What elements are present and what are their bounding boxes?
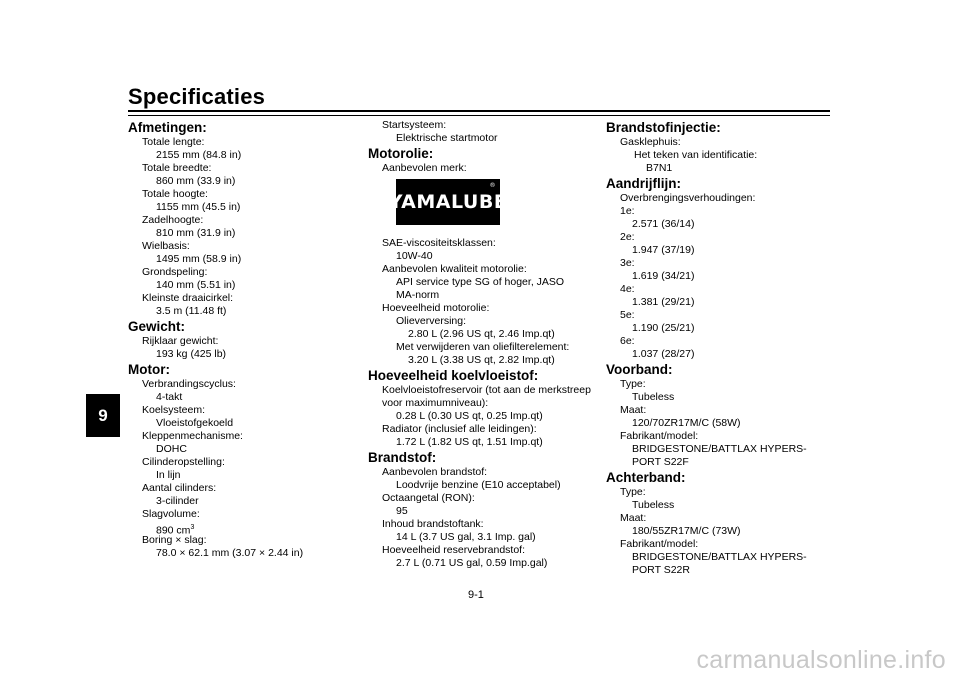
section-heading: Aandrijflijn: <box>606 176 681 191</box>
spec-value: 1495 mm (58.9 in) <box>156 253 242 265</box>
spec-value: BRIDGESTONE/BATTLAX HYPERS- <box>632 551 807 563</box>
spec-label: Maat: <box>620 512 647 524</box>
logo-container <box>368 175 593 237</box>
spec-value: 1.037 (28/27) <box>632 348 695 360</box>
section-heading: Brandstofinjectie: <box>606 120 721 135</box>
spec-label: Maat: <box>620 404 647 416</box>
spec-label: 3e: <box>620 257 635 269</box>
spec-label: Fabrikant/model: <box>620 430 699 442</box>
spec-value: PORT S22R <box>632 564 690 576</box>
spec-label: Grondspeling: <box>142 266 208 278</box>
spec-sublabel: Met verwijderen van oliefilterelement: <box>396 341 570 353</box>
spec-value: 14 L (3.7 US gal, 3.1 Imp. gal) <box>396 531 536 543</box>
spec-value: API service type SG of hoger, JASO <box>396 276 565 288</box>
spec-value: Elektrische startmotor <box>396 132 498 144</box>
spec-label: Aanbevolen kwaliteit motorolie: <box>382 263 527 275</box>
section-heading: Voorband: <box>606 362 673 377</box>
section-heading: Achterband: <box>606 470 686 485</box>
spec-label: Kleinste draaicirkel: <box>142 292 234 304</box>
spec-label: Verbrandingscyclus: <box>142 378 236 390</box>
spec-label: 6e: <box>620 335 635 347</box>
spec-value: DOHC <box>156 443 187 455</box>
spec-label: Koelsysteem: <box>142 404 206 416</box>
spec-label: Totale lengte: <box>142 136 205 148</box>
yamalube-logo <box>388 179 508 225</box>
spec-label: Inhoud brandstoftank: <box>382 518 484 530</box>
registered-mark: ® <box>489 182 496 189</box>
title-rule <box>128 110 830 112</box>
spec-value: In lijn <box>156 469 181 481</box>
spec-label: Totale hoogte: <box>142 188 208 200</box>
section-heading: Hoeveelheid koelvloeistof: <box>368 368 539 383</box>
spec-value: 78.0 × 62.1 mm (3.07 × 2.44 in) <box>156 547 304 559</box>
logo-text: YAMALUBE <box>388 191 508 213</box>
spec-value: 810 mm (31.9 in) <box>156 227 236 239</box>
superscript: 3 <box>190 524 195 531</box>
spec-label: 4e: <box>620 283 635 295</box>
spec-label: Startsysteem: <box>382 119 447 131</box>
spec-value: Vloeistofgekoeld <box>156 417 234 429</box>
spec-value: 4-takt <box>156 391 183 403</box>
spec-label: Kleppenmechanisme: <box>142 430 243 442</box>
spec-value: 2155 mm (84.8 in) <box>156 149 242 161</box>
spec-label: Cilinderopstelling: <box>142 456 225 468</box>
chapter-tab: 9 <box>86 394 120 437</box>
section-heading: Motorolie: <box>368 146 434 161</box>
spec-value: Tubeless <box>632 499 675 511</box>
spec-value: 2.7 L (0.71 US gal, 0.59 Imp.gal) <box>396 557 548 569</box>
page-title: Specificaties <box>128 84 266 109</box>
spec-label: Hoeveelheid motorolie: <box>382 302 490 314</box>
displacement-value: 890 cm <box>156 524 191 537</box>
spec-value <box>128 521 353 537</box>
spec-label: 5e: <box>620 309 635 321</box>
spec-label: Rijklaar gewicht: <box>142 335 219 347</box>
spec-label: voor maximumniveau): <box>382 397 489 409</box>
spec-value: 0.28 L (0.30 US qt, 0.25 Imp.qt) <box>396 410 543 422</box>
section-heading: Brandstof: <box>368 450 437 465</box>
spec-sublabel: Olieverversing: <box>396 315 467 327</box>
spec-label: Slagvolume: <box>142 508 200 520</box>
spec-label: Type: <box>620 378 646 390</box>
spec-value: Tubeless <box>632 391 675 403</box>
spec-value: Loodvrije benzine (E10 acceptabel) <box>396 479 561 491</box>
spec-value: 2.80 L (2.96 US qt, 2.46 Imp.qt) <box>408 328 555 340</box>
spec-value: 2.571 (36/14) <box>632 218 695 230</box>
section-heading: Motor: <box>128 362 170 377</box>
spec-label: Hoeveelheid reservebrandstof: <box>382 544 526 556</box>
spec-label: Totale breedte: <box>142 162 212 174</box>
spec-label: Aanbevolen merk: <box>382 162 467 174</box>
spec-value: 3.20 L (3.38 US qt, 2.82 Imp.qt) <box>408 354 555 366</box>
spec-value: 1.190 (25/21) <box>632 322 695 334</box>
spec-value: BRIDGESTONE/BATTLAX HYPERS- <box>632 443 807 455</box>
watermark: carmanualsonline.info <box>696 646 946 674</box>
spec-value: 1.72 L (1.82 US qt, 1.51 Imp.qt) <box>396 436 543 448</box>
title-rule-thin <box>128 115 830 116</box>
spec-label: Zadelhoogte: <box>142 214 204 226</box>
spec-value: MA-norm <box>396 289 440 301</box>
spec-label: Aantal cilinders: <box>142 482 217 494</box>
spec-value: B7N1 <box>646 162 673 174</box>
spec-label: Radiator (inclusief alle leidingen): <box>382 423 537 435</box>
spec-label: Koelvloeistofreservoir (tot aan de merkstreep <box>382 384 591 396</box>
spec-label: Type: <box>620 486 646 498</box>
spec-label: 1e: <box>620 205 635 217</box>
spec-label: SAE-viscositeitsklassen: <box>382 237 496 249</box>
spec-value: 1.619 (34/21) <box>632 270 695 282</box>
spec-column-2 <box>368 119 593 570</box>
spec-value: 193 kg (425 lb) <box>156 348 227 360</box>
spec-label: Gasklephuis: <box>620 136 681 148</box>
section-heading: Afmetingen: <box>128 120 207 135</box>
spec-value: 860 mm (33.9 in) <box>156 175 236 187</box>
spec-label: Octaangetal (RON): <box>382 492 475 504</box>
spec-value: 140 mm (5.51 in) <box>156 279 236 291</box>
section-heading: Gewicht: <box>128 319 186 334</box>
spec-sublabel: Het teken van identificatie: <box>634 149 758 161</box>
spec-value: 95 <box>396 505 408 517</box>
spec-column-3 <box>606 119 831 577</box>
spec-label: Boring × slag: <box>142 534 207 546</box>
spec-value: 1.947 (37/19) <box>632 244 695 256</box>
spec-value: 1155 mm (45.5 in) <box>156 201 241 213</box>
spec-value: 1.381 (29/21) <box>632 296 695 308</box>
spec-label: Fabrikant/model: <box>620 538 699 550</box>
spec-column-1 <box>128 119 353 560</box>
spec-value: 10W-40 <box>396 250 433 262</box>
spec-label: Overbrengingsverhoudingen: <box>620 192 756 204</box>
spec-label: 2e: <box>620 231 635 243</box>
spec-value: 180/55ZR17M/C (73W) <box>632 525 741 537</box>
spec-value: 3.5 m (11.48 ft) <box>156 305 227 317</box>
page-number: 9-1 <box>468 589 484 601</box>
spec-label: Wielbasis: <box>142 240 190 252</box>
spec-value: 3-cilinder <box>156 495 199 507</box>
spec-value: 120/70ZR17M/C (58W) <box>632 417 741 429</box>
spec-value: PORT S22F <box>632 456 689 468</box>
spec-label: Aanbevolen brandstof: <box>382 466 488 478</box>
